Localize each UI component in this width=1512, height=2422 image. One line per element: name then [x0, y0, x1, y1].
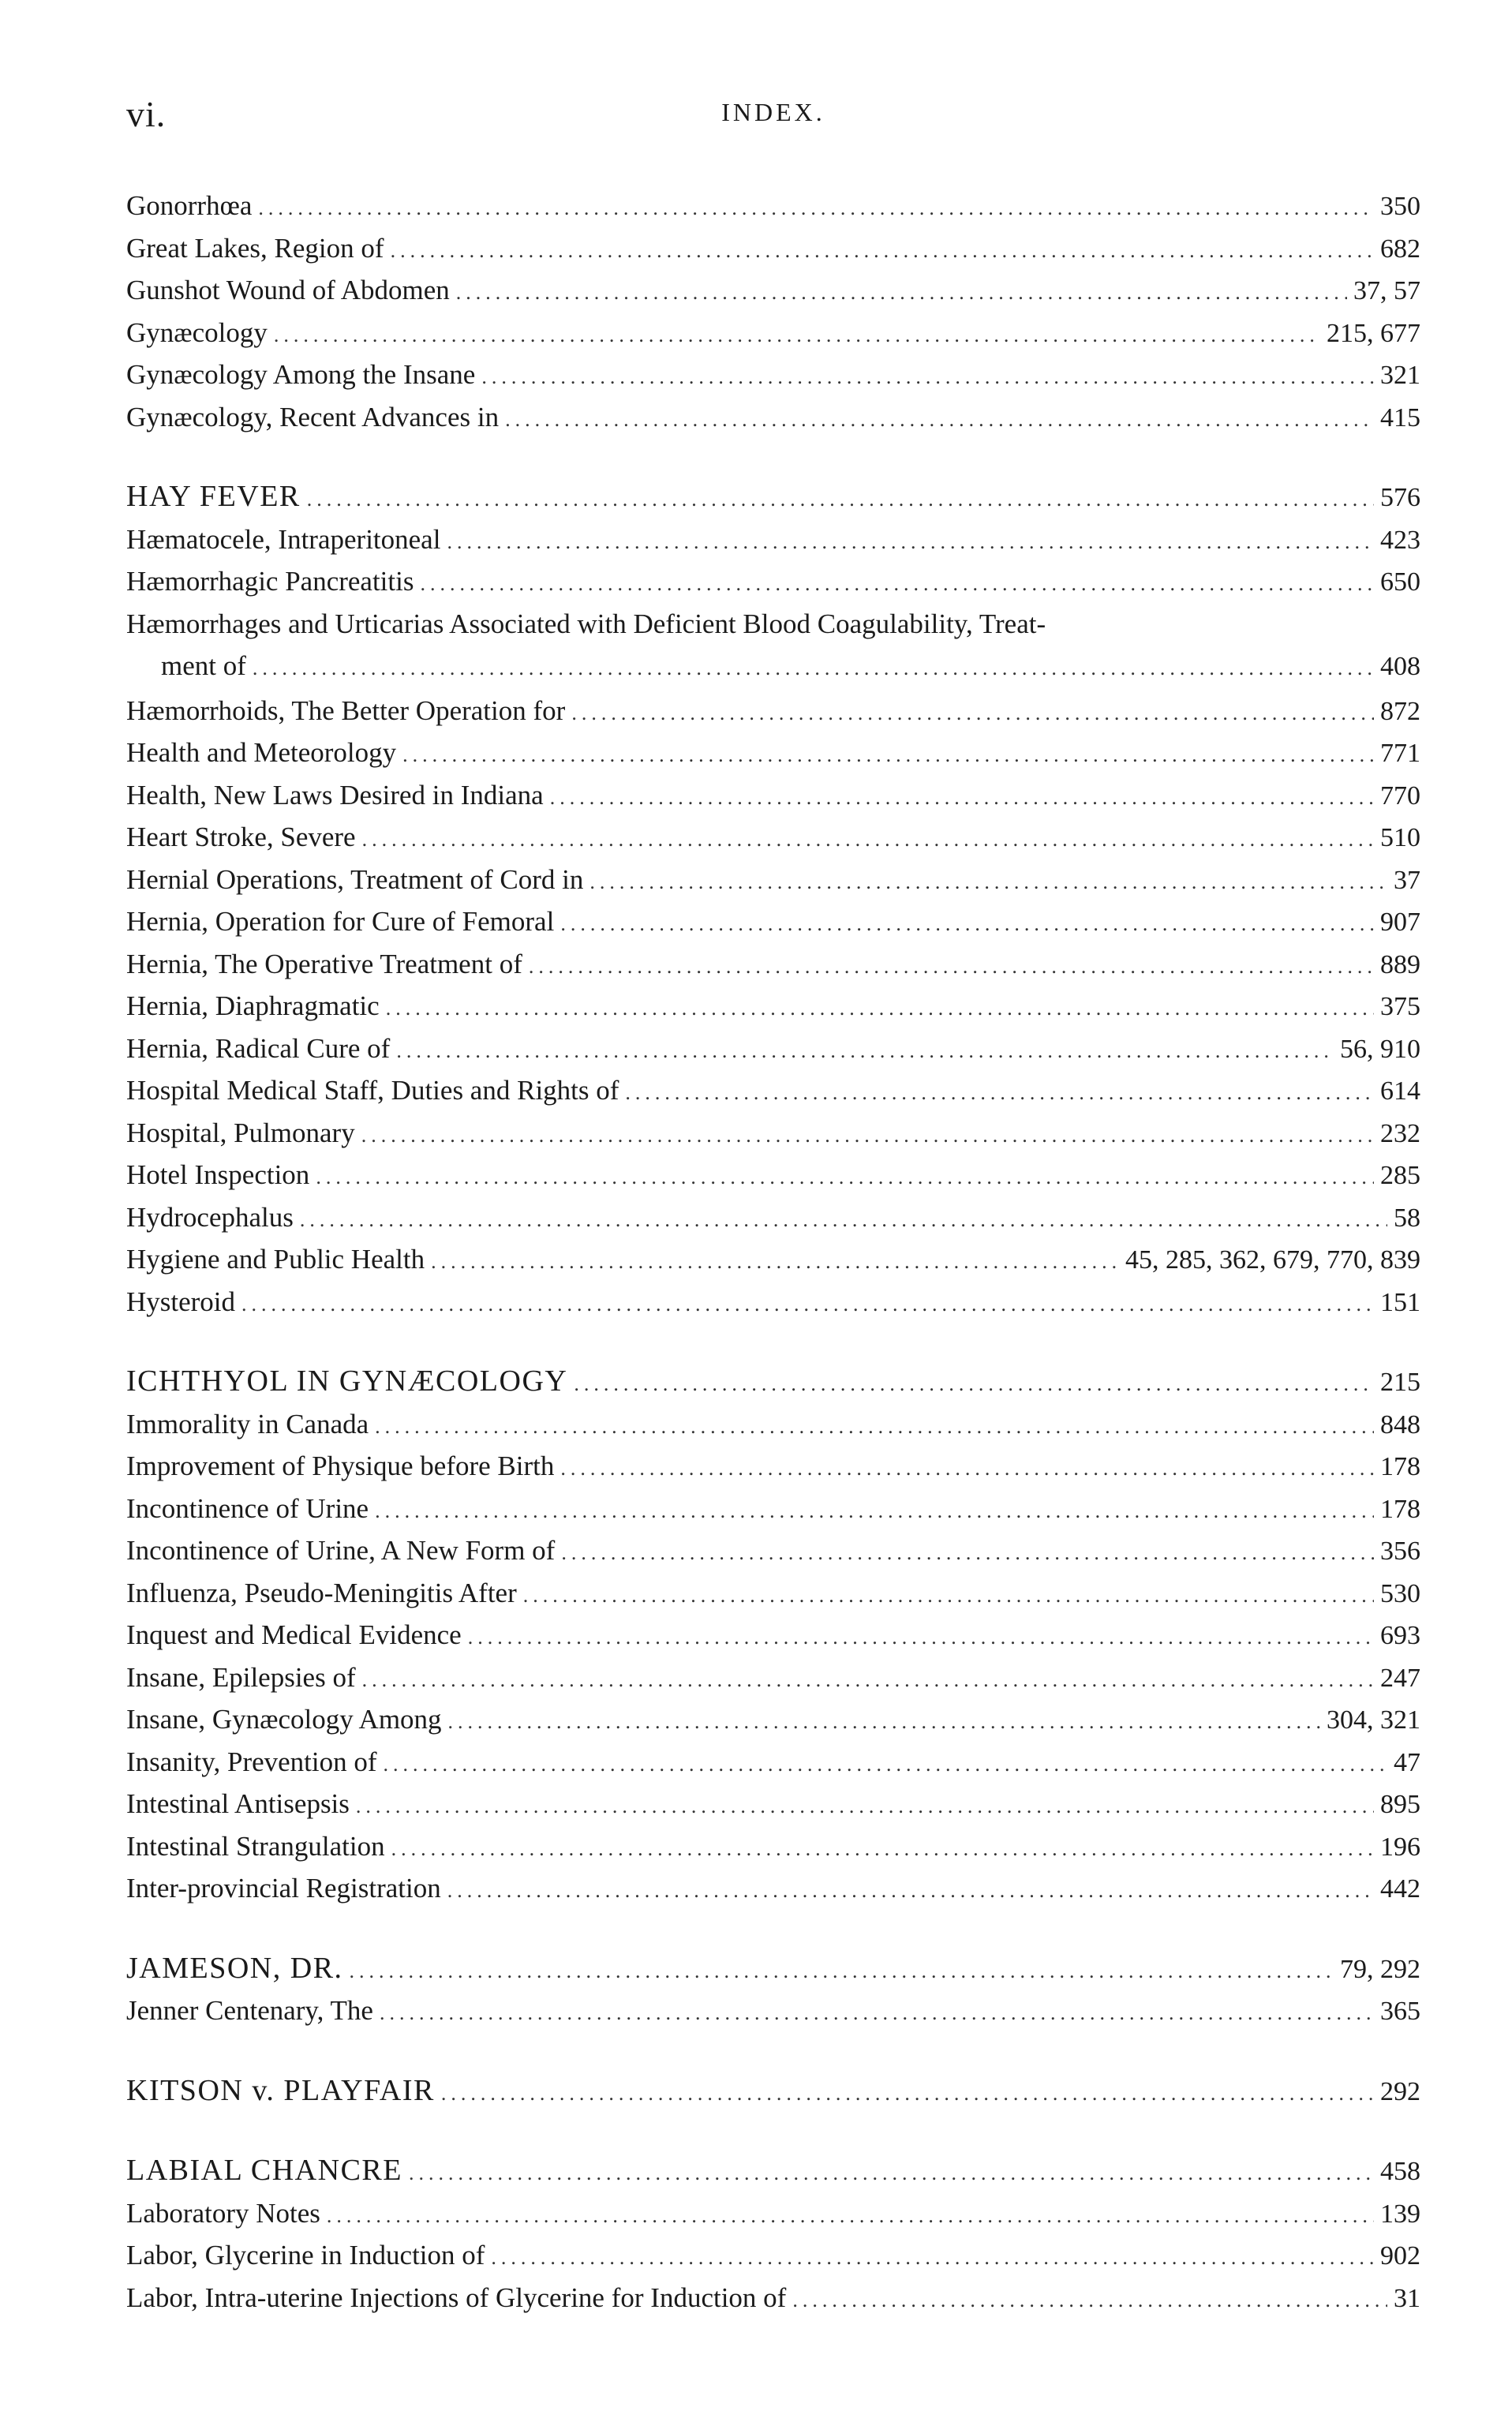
dot-leader — [409, 2152, 1374, 2195]
index-entry — [126, 185, 1420, 227]
entry-term: Hernial Operations, Treatment of Cord in — [126, 863, 584, 895]
entry-pages: 365 — [1380, 1997, 1420, 2026]
dot-leader — [561, 1532, 1374, 1574]
index-entry — [126, 1783, 1420, 1825]
entry-pages: 576 — [1380, 483, 1420, 512]
entry-term: Gynæcology — [126, 316, 268, 348]
entry-pages: 285 — [1380, 1161, 1420, 1190]
dot-leader — [391, 1828, 1374, 1870]
index-entry — [126, 396, 1420, 439]
index-entry — [126, 943, 1420, 986]
entry-term: Hæmorrhagic Pancreatitis — [126, 566, 414, 597]
entry-term: Hygiene and Public Health — [126, 1244, 425, 1275]
dot-leader — [468, 1616, 1374, 1659]
index-entry — [126, 269, 1420, 312]
index-entry — [126, 560, 1420, 603]
index-entry — [126, 1990, 1420, 2032]
entry-pages: 889 — [1380, 949, 1420, 979]
dot-leader — [481, 356, 1374, 399]
entry-pages: 58 — [1394, 1203, 1420, 1233]
dot-leader — [386, 987, 1374, 1030]
index-section — [126, 1948, 1420, 2032]
entry-pages: 510 — [1380, 823, 1420, 852]
index-entry — [126, 1196, 1420, 1239]
index-entry — [126, 1614, 1420, 1656]
index-entry — [126, 1154, 1420, 1196]
entry-term: Inter-provincial Registration — [126, 1873, 441, 1904]
dot-leader — [380, 1992, 1374, 2035]
entry-pages: 356 — [1380, 1537, 1420, 1566]
entry-term: Hospital, Pulmonary — [126, 1117, 355, 1148]
entry-term: Jenner Centenary, The — [126, 1995, 373, 2026]
index-entry — [126, 1112, 1420, 1155]
dot-leader — [448, 1701, 1320, 1743]
entry-pages: 848 — [1380, 1409, 1420, 1439]
entry-term: Improvement of Physique before Birth — [126, 1451, 555, 1481]
entry-pages: 350 — [1380, 192, 1420, 221]
index-entry — [126, 1445, 1420, 1488]
entry-term: Gonorrhœa — [126, 190, 253, 221]
dot-leader — [356, 1785, 1374, 1828]
entry-term: ICHTHYOL IN GYNÆCOLOGY — [126, 1364, 568, 1398]
entry-pages: 375 — [1380, 992, 1420, 1021]
entry-term: Health, New Laws Desired in Indiana — [126, 779, 544, 810]
index-entry — [126, 603, 1420, 690]
entry-term: JAMESON, DR. — [126, 1951, 343, 1985]
entry-pages: 895 — [1380, 1790, 1420, 1819]
entry-continuation-line — [126, 645, 1420, 690]
index-section — [126, 476, 1420, 1323]
entry-pages: 215, 677 — [1327, 318, 1420, 348]
entry-term: Hydrocephalus — [126, 1201, 294, 1233]
dot-leader — [574, 1363, 1374, 1406]
page-number: vi. — [126, 94, 167, 134]
entry-term: Labor, Glycerine in Induction of — [126, 2240, 485, 2270]
index-entry — [126, 774, 1420, 817]
entry-term: Inquest and Medical Evidence — [126, 1619, 462, 1650]
running-head — [126, 93, 1420, 140]
dot-leader — [316, 1156, 1374, 1199]
dot-leader — [431, 1241, 1119, 1283]
entry-pages: 304, 321 — [1327, 1705, 1420, 1735]
entry-term: Hæmorrhages and Urticarias Associated with Deficient Blood Coagulability, Treat- — [126, 608, 1046, 639]
dot-leader — [327, 2195, 1374, 2237]
index-entry — [126, 1028, 1420, 1070]
index-section — [126, 2070, 1420, 2113]
entry-term: Hæmatocele, Intraperitoneal — [126, 523, 441, 555]
entry-term-continuation: ment of — [161, 650, 246, 681]
dot-leader — [550, 777, 1374, 819]
dot-leader — [307, 478, 1374, 521]
entry-pages: 650 — [1380, 567, 1420, 597]
index-heading-entry — [126, 1948, 1420, 1990]
index-section — [126, 185, 1420, 438]
index-heading-entry — [126, 2150, 1420, 2192]
entry-pages: 56, 910 — [1340, 1034, 1420, 1064]
dot-leader — [447, 1870, 1374, 1912]
entry-term: Heart Stroke, Severe — [126, 822, 356, 852]
entry-pages: 178 — [1380, 1494, 1420, 1524]
index-entry — [126, 1867, 1420, 1910]
entry-pages: 79, 292 — [1340, 1954, 1420, 1984]
entry-term: Laboratory Notes — [126, 2197, 320, 2229]
entry-term: HAY FEVER — [126, 480, 301, 513]
index-heading-entry — [126, 2070, 1420, 2113]
index-entry — [126, 1741, 1420, 1784]
entry-term: Insane, Epilepsies of — [126, 1661, 356, 1693]
index-entry — [126, 1825, 1420, 1868]
entry-pages: 902 — [1380, 2241, 1420, 2270]
index-entry — [126, 1656, 1420, 1699]
entry-pages: 139 — [1380, 2199, 1420, 2229]
index-entry — [126, 2234, 1420, 2277]
entry-term: Intestinal Antisepsis — [126, 1788, 350, 1819]
entry-term: Hernia, Operation for Cure of Femoral — [126, 906, 555, 937]
entry-pages: 37 — [1394, 865, 1420, 895]
entry-term: Health and Meteorology — [126, 737, 397, 768]
index-section — [126, 2150, 1420, 2319]
index-entry — [126, 1238, 1420, 1281]
dot-leader — [589, 861, 1387, 904]
entry-pages: 423 — [1380, 525, 1420, 555]
dot-leader — [560, 903, 1374, 945]
dot-leader — [350, 1950, 1334, 1993]
dot-leader — [241, 1283, 1374, 1326]
index-entry — [126, 2277, 1420, 2319]
dot-leader — [396, 1030, 1334, 1072]
entry-pages: 232 — [1380, 1118, 1420, 1148]
index-entry — [126, 859, 1420, 901]
dot-leader — [420, 563, 1374, 605]
entry-pages: 872 — [1380, 696, 1420, 726]
entry-term: Hernia, Diaphragmatic — [126, 990, 380, 1021]
entry-term: Insane, Gynæcology Among — [126, 1704, 442, 1735]
index-entry — [126, 1403, 1420, 1446]
entry-term: Immorality in Canada — [126, 1408, 369, 1439]
index-entries — [126, 185, 1420, 2356]
dot-leader — [375, 1490, 1374, 1533]
entry-term: Hysteroid — [126, 1286, 236, 1317]
entry-pages: 415 — [1380, 402, 1420, 432]
entry-term: Hospital Medical Staff, Duties and Rights of — [126, 1075, 619, 1106]
entry-pages: 196 — [1380, 1832, 1420, 1862]
entry-term: Gynæcology Among the Insane — [126, 359, 476, 390]
entry-pages: 151 — [1380, 1287, 1420, 1317]
dot-leader — [362, 1659, 1374, 1701]
entry-pages: 907 — [1380, 908, 1420, 937]
dot-leader — [402, 734, 1374, 777]
dot-leader — [529, 945, 1374, 988]
index-entry — [126, 1529, 1420, 1572]
entry-pages: 770 — [1380, 781, 1420, 810]
index-entry — [126, 312, 1420, 354]
entry-term: Great Lakes, Region of — [126, 232, 384, 264]
entry-pages: 31 — [1394, 2283, 1420, 2313]
index-entry — [126, 2192, 1420, 2235]
entry-pages: 47 — [1394, 1747, 1420, 1777]
entry-term: KITSON v. PLAYFAIR — [126, 2073, 435, 2107]
dot-leader — [391, 230, 1374, 272]
entry-term: Hæmorrhoids, The Better Operation for — [126, 694, 566, 726]
page-title: INDEX. — [721, 98, 825, 126]
entry-pages: 614 — [1380, 1076, 1420, 1106]
entry-pages: 408 — [1380, 652, 1420, 681]
index-section — [126, 1361, 1420, 1910]
entry-term: LABIAL CHANCRE — [126, 2154, 402, 2187]
index-entry — [126, 732, 1420, 774]
index-entry — [126, 518, 1420, 561]
entry-pages: 292 — [1380, 2076, 1420, 2106]
index-entry — [126, 1069, 1420, 1112]
index-heading-entry — [126, 1361, 1420, 1403]
index-entry — [126, 354, 1420, 396]
entry-term: Hernia, Radical Cure of — [126, 1032, 391, 1064]
entry-term: Incontinence of Urine, A New Form of — [126, 1535, 556, 1566]
dot-leader — [523, 1574, 1374, 1617]
dot-leader — [274, 314, 1320, 357]
index-entry — [126, 227, 1420, 270]
dot-leader — [441, 2072, 1374, 2115]
dot-leader — [625, 1072, 1374, 1114]
index-entry — [126, 1698, 1420, 1741]
entry-pages: 321 — [1380, 361, 1420, 390]
entry-pages: 771 — [1380, 739, 1420, 768]
dot-leader — [384, 1743, 1387, 1786]
entry-pages: 458 — [1380, 2157, 1420, 2186]
dot-leader — [447, 521, 1374, 563]
index-entry — [126, 1572, 1420, 1615]
dot-leader — [560, 1447, 1374, 1490]
entry-term: Gunshot Wound of Abdomen — [126, 275, 450, 305]
entry-pages: 215 — [1380, 1368, 1420, 1397]
entry-pages: 45, 285, 362, 679, 770, 839 — [1125, 1245, 1420, 1275]
entry-term: Hotel Inspection — [126, 1159, 310, 1190]
dot-leader — [456, 271, 1347, 314]
dot-leader — [362, 818, 1374, 861]
entry-term: Hernia, The Operative Treatment of — [126, 948, 522, 979]
dot-leader — [300, 1199, 1387, 1241]
dot-leader — [571, 692, 1374, 735]
dot-leader — [361, 1114, 1374, 1157]
dot-leader — [258, 187, 1374, 230]
dot-leader — [505, 399, 1374, 441]
entry-pages: 530 — [1380, 1578, 1420, 1608]
entry-pages: 442 — [1380, 1874, 1420, 1904]
entry-term: Influenza, Pseudo-Meningitis After — [126, 1577, 517, 1608]
dot-leader — [375, 1406, 1374, 1448]
index-entry — [126, 816, 1420, 859]
index-entry — [126, 1281, 1420, 1323]
entry-term: Gynæcology, Recent Advances in — [126, 401, 500, 432]
entry-pages: 178 — [1380, 1452, 1420, 1481]
entry-pages: 247 — [1380, 1663, 1420, 1693]
entry-term: Insanity, Prevention of — [126, 1746, 377, 1777]
dot-leader — [491, 2237, 1374, 2279]
index-heading-entry — [126, 476, 1420, 518]
entry-term: Incontinence of Urine — [126, 1492, 369, 1524]
index-entry — [126, 690, 1420, 732]
dot-leader — [792, 2279, 1387, 2322]
entry-pages: 682 — [1380, 234, 1420, 264]
entry-term: Intestinal Strangulation — [126, 1830, 385, 1862]
index-entry — [126, 900, 1420, 943]
entry-pages: 693 — [1380, 1621, 1420, 1650]
index-entry — [126, 985, 1420, 1028]
entry-term: Labor, Intra-uterine Injections of Glycerine for Induction of — [126, 2282, 787, 2313]
index-entry — [126, 1488, 1420, 1530]
dot-leader — [253, 647, 1374, 690]
entry-pages: 37, 57 — [1353, 276, 1420, 305]
